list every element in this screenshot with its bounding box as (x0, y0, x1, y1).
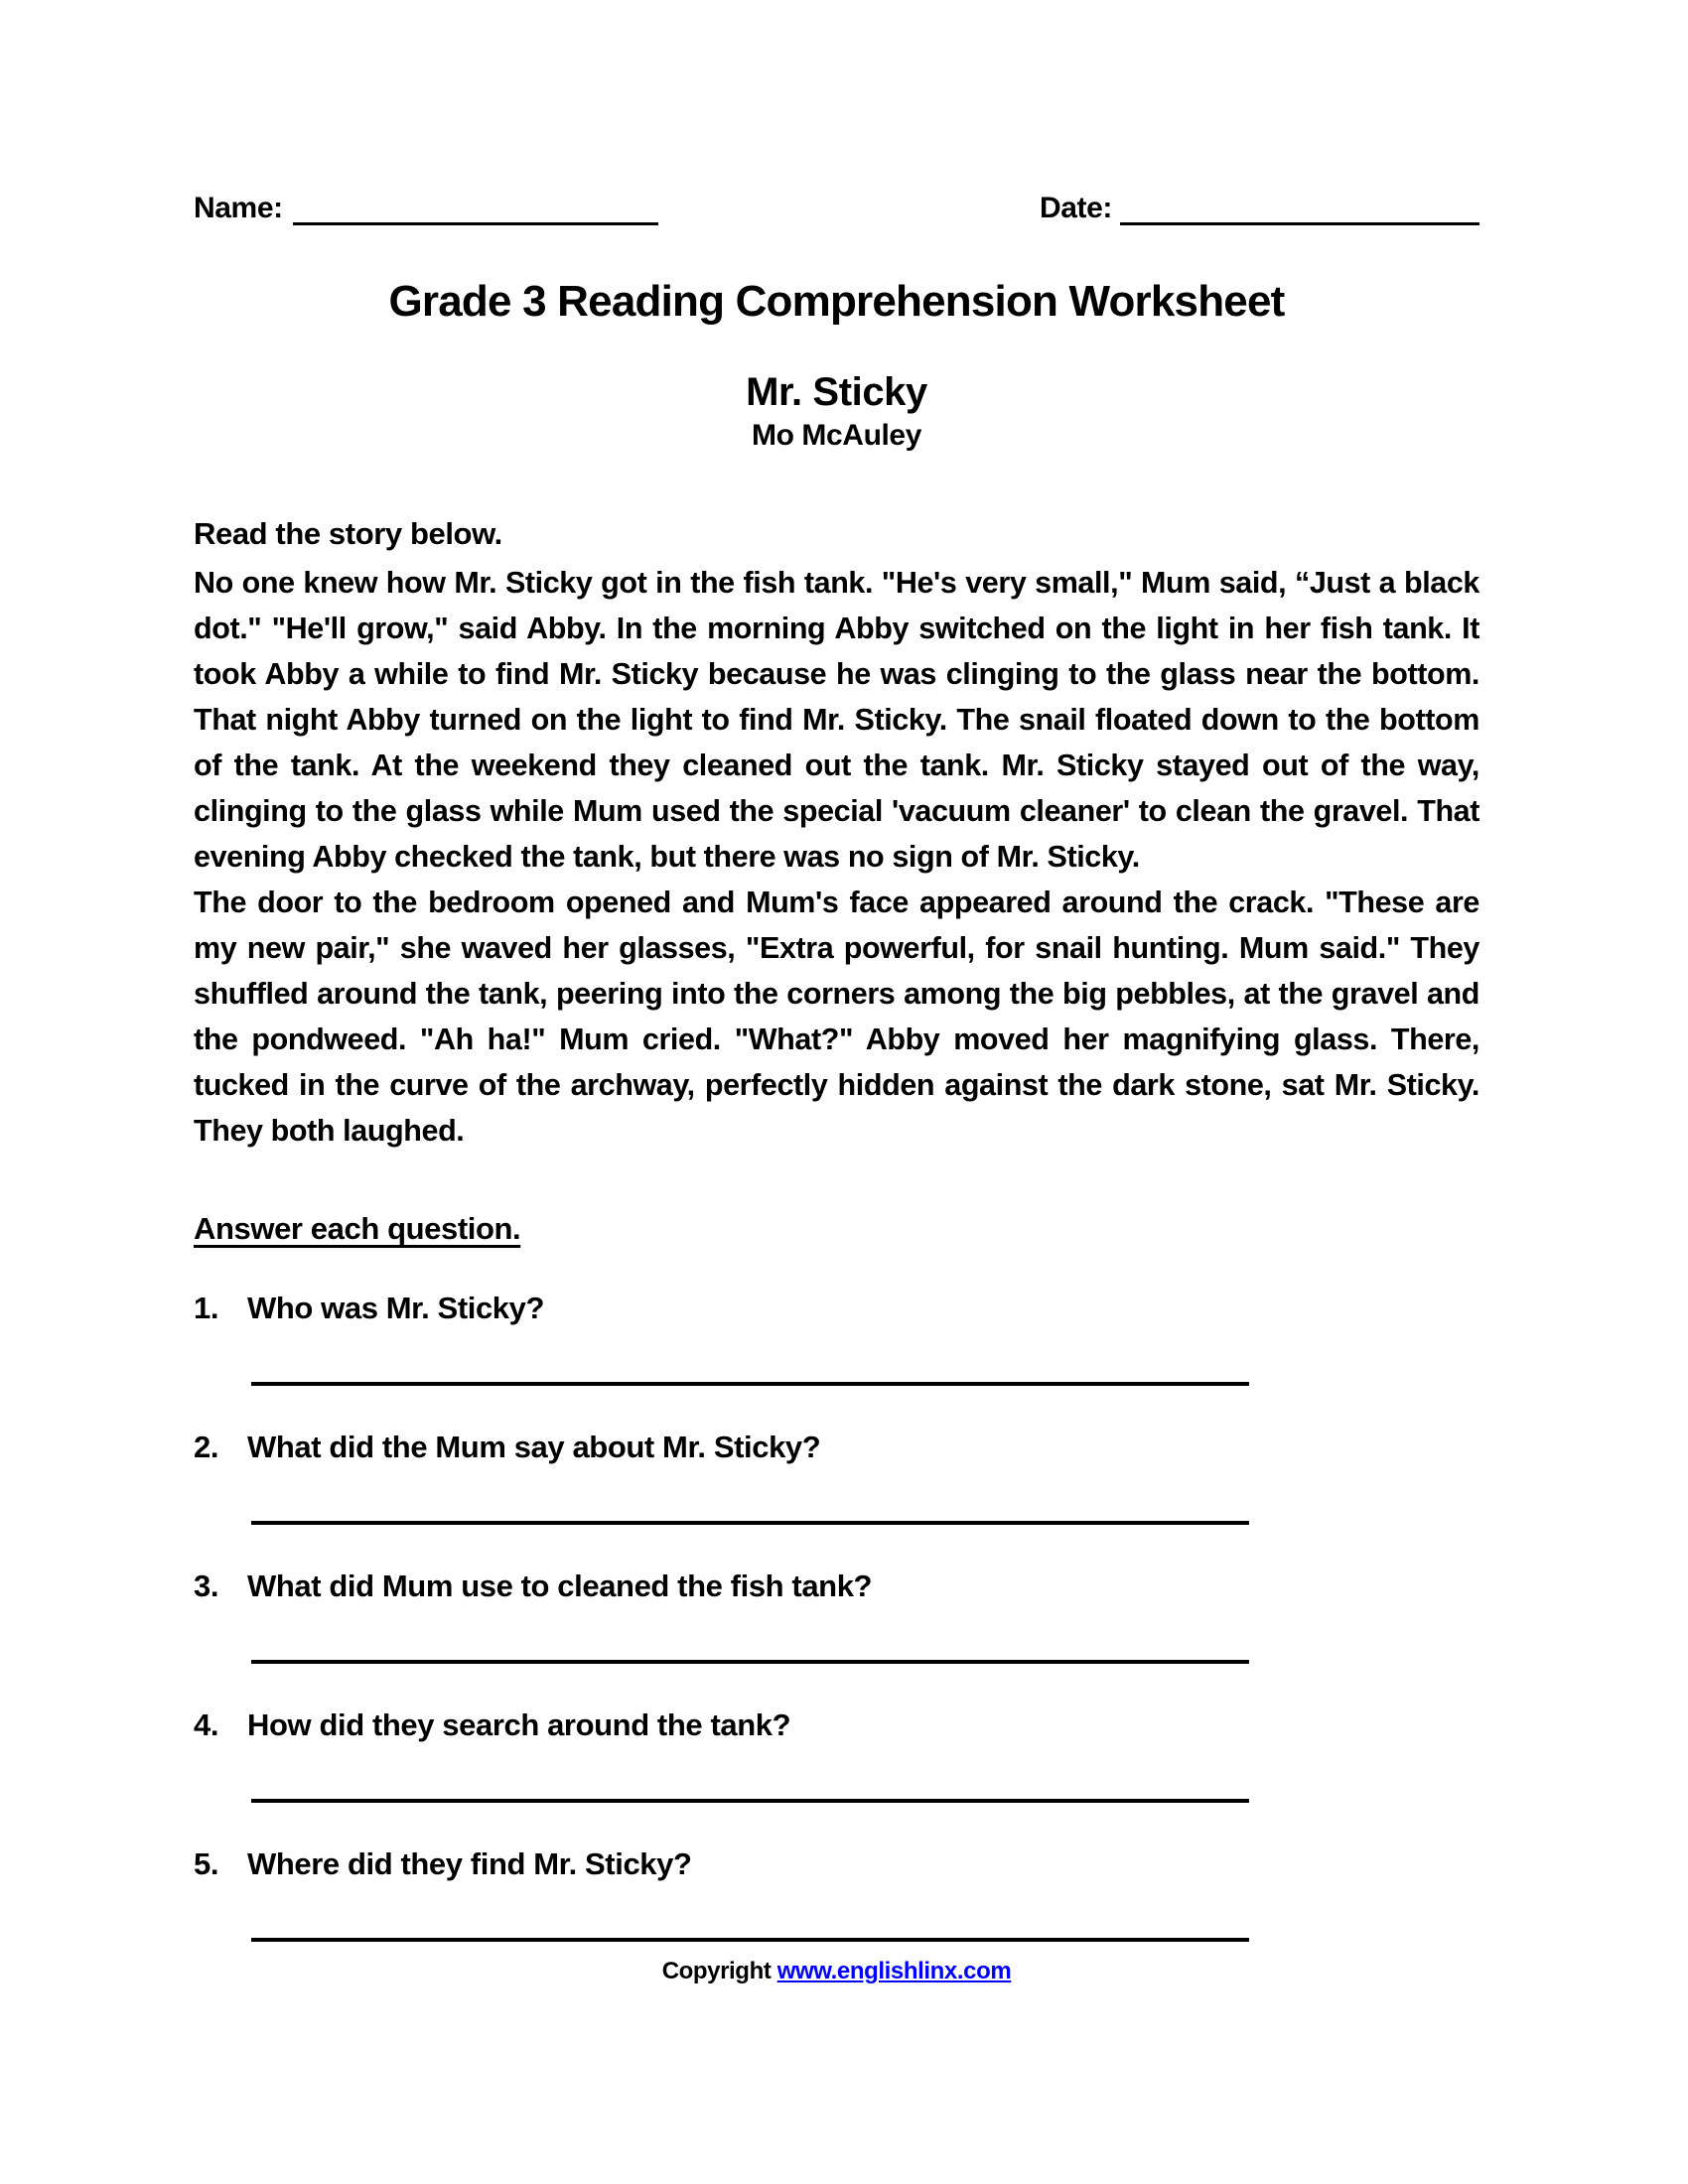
date-blank-line (1120, 189, 1479, 225)
story-author: Mo McAuley (751, 419, 922, 452)
date-label: Date: (1039, 192, 1112, 224)
copyright-label: Copyright (661, 1958, 772, 1984)
question-5 (194, 1846, 1479, 1882)
question-5-number: 5. (194, 1846, 219, 1881)
question-4-text: How did they search around the tank? (247, 1707, 791, 1742)
name-blank-line (293, 189, 658, 225)
question-4-number: 4. (194, 1707, 219, 1742)
answer-line-5 (251, 1938, 1249, 1942)
question-1-text: Who was Mr. Sticky? (247, 1291, 545, 1325)
question-3 (194, 1569, 1479, 1604)
footer (194, 1958, 1479, 1985)
answer-line-4 (251, 1799, 1249, 1803)
question-5-text: Where did they find Mr. Sticky? (247, 1846, 692, 1881)
englishlinx-link[interactable]: www.englishlinx.com (776, 1958, 1012, 1984)
answer-line-3 (251, 1660, 1249, 1664)
question-1 (194, 1291, 1479, 1326)
worksheet-title: Grade 3 Reading Comprehension Worksheet (388, 277, 1285, 326)
question-3-text: What did Mum use to cleaned the fish tank? (247, 1569, 873, 1603)
answer-line-2 (251, 1521, 1249, 1525)
name-label: Name: (194, 192, 283, 224)
page-content (194, 189, 1479, 1985)
story-title: Mr. Sticky (746, 370, 927, 414)
question-2-number: 2. (194, 1430, 219, 1464)
date-field (1040, 189, 1479, 225)
question-4 (194, 1707, 1479, 1743)
story-paragraph-1: No one knew how Mr. Sticky got in the fish tank. "He's very small," Mum said, “Just a black dot." "He'll grow," said Abby. In the morning Abby switched on the light in her fish tank. It took Abby a while to find Mr. Sticky because he was clinging to the glass near the bottom. That night Abby turned on the light to find Mr. Sticky. The snail floated down to the bottom of the tank. At the weekend they cleaned out the tank. Mr. Sticky stayed out of the way, clinging to the glass while Mum used the special 'vacuum cleaner' to clean the gravel. That evening Abby checked the tank, but there was no sign of Mr. Sticky. (194, 566, 1479, 874)
read-instruction: Read the story below. (194, 516, 502, 551)
question-3-number: 3. (194, 1569, 219, 1603)
question-2-text: What did the Mum say about Mr. Sticky? (247, 1430, 821, 1464)
answer-instruction: Answer each question. (194, 1211, 521, 1246)
header-row (194, 189, 1479, 225)
name-field (194, 189, 658, 225)
question-1-number: 1. (194, 1291, 219, 1325)
story-paragraph-2: The door to the bedroom opened and Mum's face appeared around the crack. "These are my new pair," she waved her glasses, "Extra powerful, for snail hunting. Mum said." They shuffled around the tank, peering into the corners among the big pebbles, at the gravel and the pondweed. "Ah ha!" Mum cried. "What?" Abby moved her magnifying glass. There, tucked in the curve of the archway, perfectly hidden against the dark stone, sat Mr. Sticky. They both laughed. (194, 886, 1479, 1148)
answer-line-1 (251, 1382, 1249, 1386)
question-2 (194, 1430, 1479, 1465)
